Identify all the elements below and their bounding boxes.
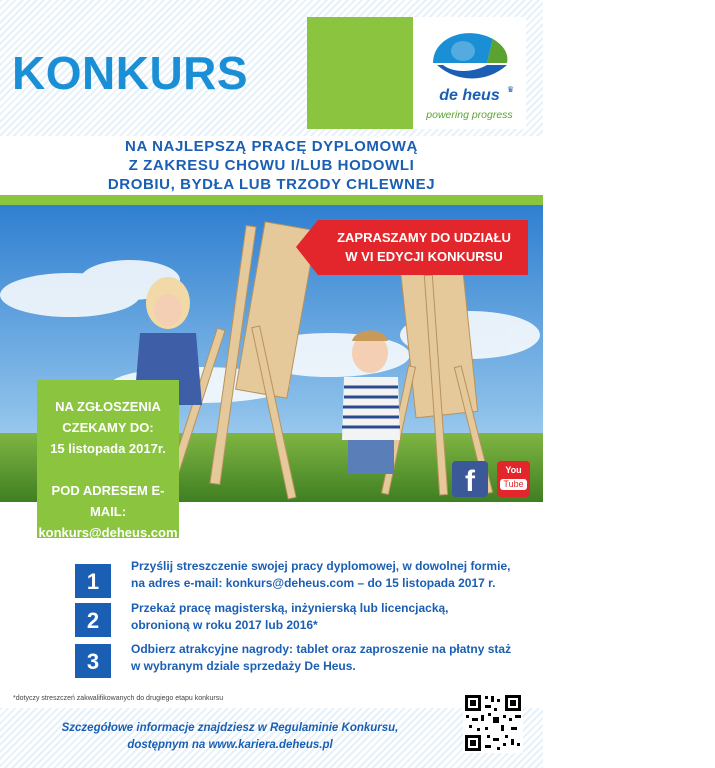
brand-slogan: powering progress — [426, 109, 513, 121]
footer-link[interactable]: dostępnym na www.kariera.deheus.pl — [127, 739, 333, 751]
youtube-label-top: You — [505, 465, 522, 475]
step-text — [131, 641, 531, 675]
step-line: Odbierz atrakcyjne nagrody: tablet oraz zaproszenie na płatny staż — [131, 642, 512, 656]
email-link[interactable]: konkurs@deheus.com — [38, 525, 178, 540]
page-title: KONKURS — [12, 47, 249, 99]
subtitle-line: NA NAJLEPSZĄ PRACĘ DYPLOMOWĄ — [125, 138, 418, 155]
subtitle-line: DROBIU, BYDŁA LUB TRZODY CHLEWNEJ — [107, 176, 436, 193]
deadline-line: NA ZGŁOSZENIA — [55, 399, 161, 414]
deadline-date: 15 listopada 2017r. — [50, 441, 166, 456]
step-line: obronioną w roku 2017 lub 2016* — [131, 618, 318, 632]
footer — [0, 708, 543, 768]
step-line: w wybranym dziale sprzedaży De Heus. — [131, 659, 356, 673]
step-number: 2 — [75, 603, 111, 637]
invite-line: ZAPRASZAMY DO UDZIAŁU — [337, 230, 511, 245]
brand-name: de heus — [439, 87, 500, 104]
step-line: Przekaż pracę magisterską, inżynierską lub licencjacką, — [131, 601, 449, 615]
youtube-label-bottom: Tube — [500, 479, 527, 490]
step-text — [131, 600, 531, 634]
footer-line: Szczegółowe informacje znajdziesz w Regulaminie Konkursu, — [61, 722, 399, 734]
youtube-icon[interactable] — [497, 461, 530, 497]
divider-stripe — [0, 195, 543, 205]
tagline: Pracodawca, dla którego ważni są ludzie — [633, 56, 715, 102]
invite-line: W VI EDYCJI KONKURSU — [345, 249, 503, 264]
email-label: POD ADRESEM E-MAIL: — [51, 483, 165, 519]
deadline-line: CZEKAMY DO: — [62, 420, 154, 435]
de-heus-logo-icon — [427, 23, 513, 87]
step-text — [131, 558, 531, 592]
invite-banner — [296, 220, 528, 275]
step-number: 1 — [75, 564, 111, 598]
deadline-box — [37, 380, 179, 538]
subtitle-line: Z ZAKRESU CHOWU I/LUB HODOWLI — [128, 157, 415, 174]
brand-logo-box — [413, 17, 526, 129]
step-line: na adres e-mail: konkurs@deheus.com – do 15 listopada 2017 r. — [131, 576, 496, 590]
step-line: Przyślij streszczenie swojej pracy dyplomowej, w dowolnej formie, — [131, 559, 511, 573]
footnote: *dotyczy streszczeń zakwalifikowanych do drugiego etapu konkursu — [13, 695, 224, 702]
contest-subtitle — [0, 137, 543, 194]
qr-code-icon[interactable] — [463, 693, 523, 753]
header — [0, 0, 715, 136]
facebook-icon[interactable]: f — [452, 461, 488, 497]
crown-icon: ♛ — [507, 85, 515, 94]
step-number: 3 — [75, 644, 111, 678]
